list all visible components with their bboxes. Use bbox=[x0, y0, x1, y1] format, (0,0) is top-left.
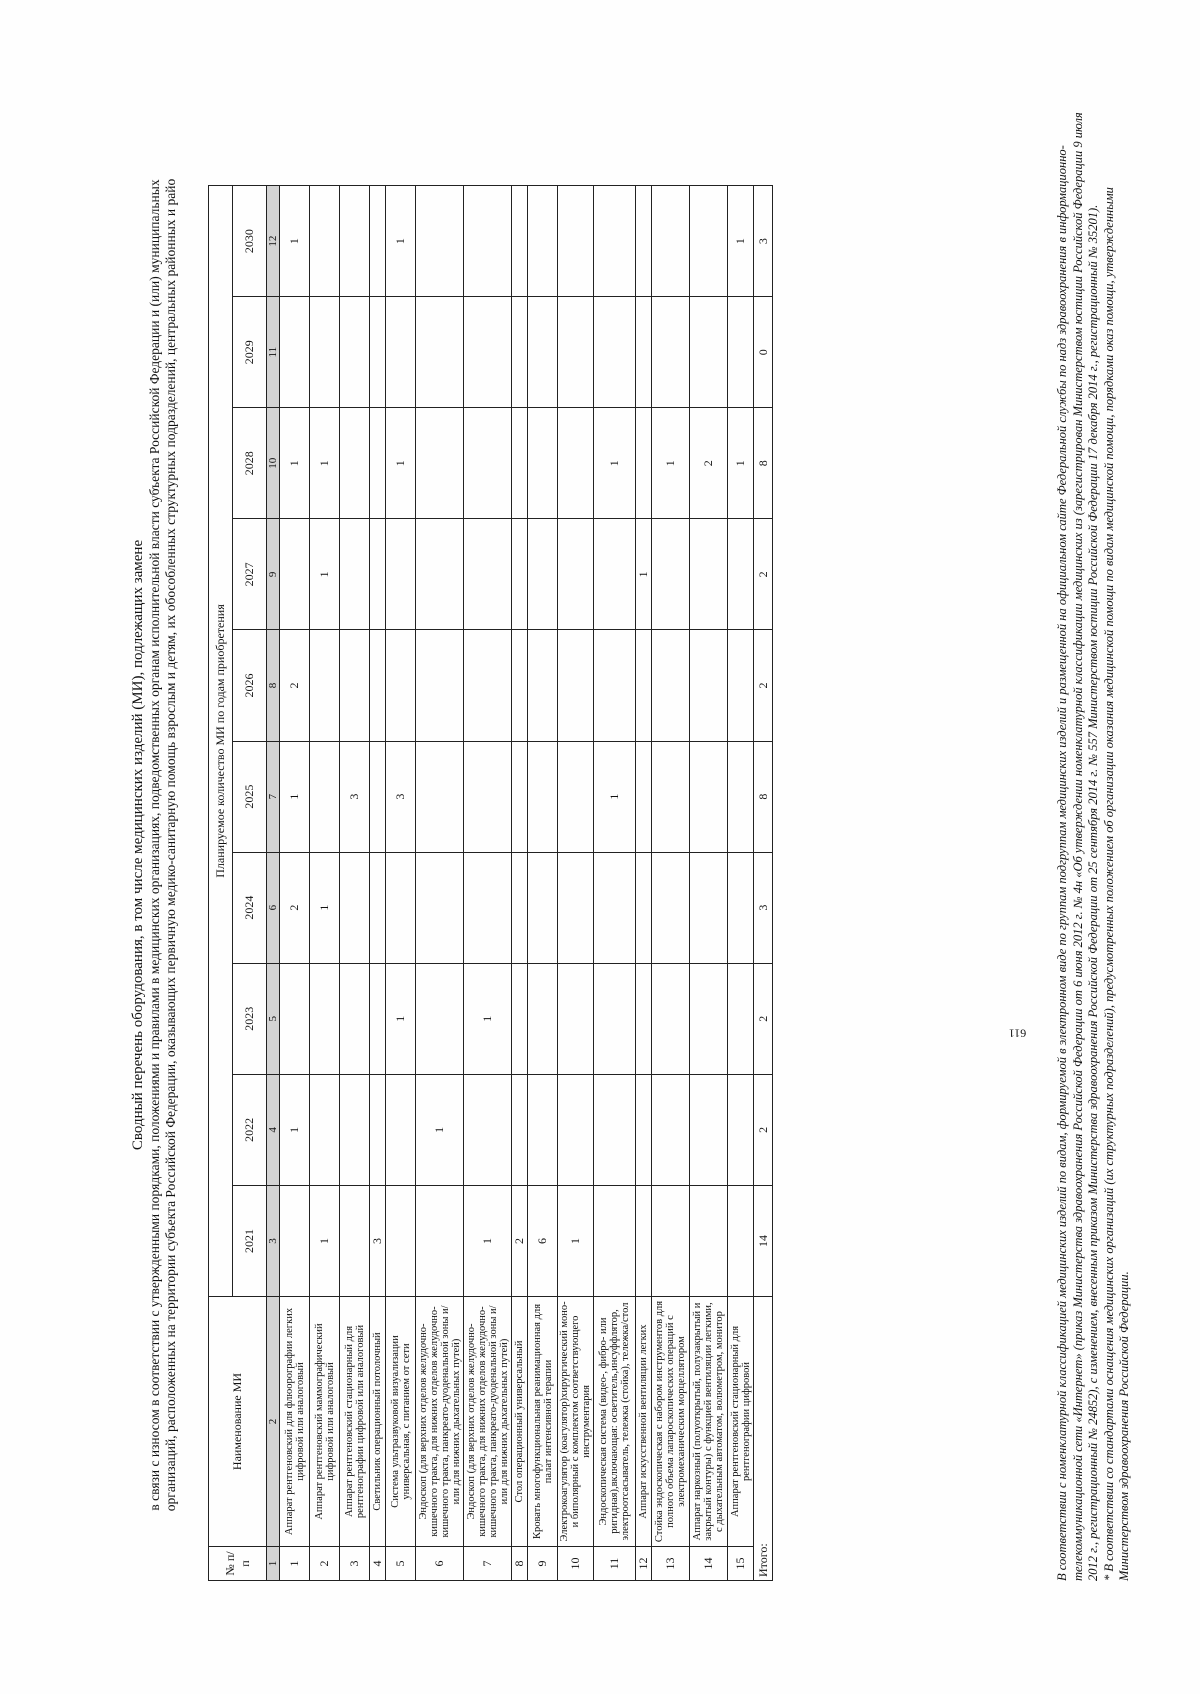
row-quantity-cell bbox=[652, 852, 690, 963]
header-item-name: Наименование МИ bbox=[209, 1297, 267, 1547]
row-quantity-cell bbox=[652, 1074, 690, 1185]
table-row bbox=[416, 186, 464, 1581]
row-quantity-cell bbox=[528, 297, 558, 408]
row-quantity-cell bbox=[416, 1185, 464, 1296]
row-quantity-cell bbox=[558, 408, 594, 519]
header-number: № п/п bbox=[209, 1547, 267, 1581]
table-row bbox=[340, 186, 370, 1581]
row-quantity-cell bbox=[464, 186, 512, 297]
row-quantity-cell bbox=[280, 1185, 310, 1296]
total-cell: 8 bbox=[754, 741, 773, 852]
table-row bbox=[386, 186, 416, 1581]
row-quantity-cell bbox=[690, 852, 728, 963]
row-quantity-cell bbox=[340, 1074, 370, 1185]
total-cell: 3 bbox=[754, 186, 773, 297]
row-quantity-cell bbox=[280, 297, 310, 408]
row-quantity-cell: 1 bbox=[310, 852, 340, 963]
row-quantity-cell bbox=[416, 519, 464, 630]
row-quantity-cell bbox=[512, 1074, 528, 1185]
row-number: 4 bbox=[370, 1547, 386, 1581]
row-number: 15 bbox=[728, 1547, 754, 1581]
row-quantity-cell: 3 bbox=[340, 741, 370, 852]
total-cell: 3 bbox=[754, 852, 773, 963]
row-quantity-cell bbox=[558, 1074, 594, 1185]
row-number: 5 bbox=[386, 1547, 416, 1581]
total-cell: 2 bbox=[754, 1074, 773, 1185]
row-quantity-cell bbox=[528, 519, 558, 630]
row-quantity-cell: 1 bbox=[558, 1185, 594, 1296]
row-quantity-cell bbox=[464, 741, 512, 852]
row-quantity-cell bbox=[728, 630, 754, 741]
row-item-name: Эндоскоп (для верхних отделов желудочно-кишечного тракта, для нижних отделов желудочно-кишечного тракта, панкреато-дуоденальной зоны и/или для нижних дыхательных путей) bbox=[416, 1297, 464, 1547]
row-quantity-cell bbox=[310, 297, 340, 408]
row-item-name: Стойка эндоскопическая с набором инструментов для полного объема лапароскопических операций с электромеханическим морцеллятором bbox=[652, 1297, 690, 1547]
row-quantity-cell bbox=[594, 519, 636, 630]
row-item-name: Эндоскоп (для верхних отделов желудочно-кишечного тракта, для нижних отделов желудочно-кишечного тракта, панкреато-дуоденальной зоны и/или для нижних дыхательных путей) bbox=[464, 1297, 512, 1547]
row-quantity-cell bbox=[340, 1185, 370, 1296]
column-index-cell: 2 bbox=[267, 1297, 280, 1547]
row-quantity-cell bbox=[512, 630, 528, 741]
row-quantity-cell bbox=[558, 519, 594, 630]
equipment-table bbox=[208, 185, 773, 1581]
row-quantity-cell bbox=[512, 741, 528, 852]
header-year: 2026 bbox=[233, 630, 267, 741]
row-quantity-cell bbox=[280, 963, 310, 1074]
row-quantity-cell bbox=[558, 963, 594, 1074]
header-planned-quantity: Планируемое количество МИ по годам приобретения bbox=[209, 186, 233, 1297]
row-quantity-cell: 2 bbox=[690, 408, 728, 519]
header-year: 2028 bbox=[233, 408, 267, 519]
row-quantity-cell bbox=[528, 852, 558, 963]
row-quantity-cell bbox=[340, 297, 370, 408]
row-quantity-cell bbox=[340, 408, 370, 519]
table-row bbox=[728, 186, 754, 1581]
table-row bbox=[464, 186, 512, 1581]
row-quantity-cell: 2 bbox=[512, 1185, 528, 1296]
row-quantity-cell bbox=[528, 630, 558, 741]
rotated-document-page bbox=[130, 85, 1190, 1605]
row-quantity-cell bbox=[636, 186, 652, 297]
total-cell: 2 bbox=[754, 963, 773, 1074]
column-index-cell: 12 bbox=[267, 186, 280, 297]
page-number: 611 bbox=[1008, 1026, 1027, 1041]
row-quantity-cell bbox=[416, 186, 464, 297]
row-quantity-cell: 1 bbox=[652, 408, 690, 519]
total-label: Итого: bbox=[754, 1297, 773, 1581]
row-quantity-cell bbox=[594, 630, 636, 741]
row-quantity-cell bbox=[512, 186, 528, 297]
total-row bbox=[754, 186, 773, 1581]
table-row bbox=[528, 186, 558, 1581]
row-quantity-cell bbox=[652, 186, 690, 297]
row-quantity-cell bbox=[464, 852, 512, 963]
row-quantity-cell bbox=[558, 630, 594, 741]
row-quantity-cell bbox=[528, 963, 558, 1074]
row-quantity-cell bbox=[652, 297, 690, 408]
row-quantity-cell bbox=[690, 519, 728, 630]
column-index-cell: 11 bbox=[267, 297, 280, 408]
row-quantity-cell bbox=[558, 186, 594, 297]
row-quantity-cell: 1 bbox=[280, 1074, 310, 1185]
row-item-name: Электрокоагулятор (коагулятор)хирургический моно- и биполярный с комплектом соответствующего инструментария bbox=[558, 1297, 594, 1547]
row-quantity-cell bbox=[416, 297, 464, 408]
row-number: 7 bbox=[464, 1547, 512, 1581]
row-quantity-cell bbox=[386, 1074, 416, 1185]
footnote-classification: В соответствии с номенклатурной классификацией медицинских изделий по видам, формируемой в электронном виде по группам подгруппам медицинских изделий и размещенной на официальном сайте Федеральной службы по надз здравоохранения в информационно-телекоммуникационной сети «Интернет» (приказ Министерства здравоохранения Российской Федерации от 6 июня 2012 г. № 4н «Об утверждении номенклатурной классификации медицинских из (зарегистрирован Министерством юстиции Российской Федерации 9 июля 2012 г., регистрационный № 24852), с изменением, внесенным приказом Министерства здравоохранения Российской Федерации от 25 сентября 2014 г. № 557 Министерством юстиции Российской Федерации 17 декабря 2014 г., регистрационный № 35201). bbox=[1055, 112, 1100, 1581]
row-quantity-cell bbox=[464, 630, 512, 741]
row-quantity-cell bbox=[594, 963, 636, 1074]
row-number: 12 bbox=[636, 1547, 652, 1581]
table-row bbox=[652, 186, 690, 1581]
row-number: 13 bbox=[652, 1547, 690, 1581]
row-number: 10 bbox=[558, 1547, 594, 1581]
row-item-name: Аппарат рентгеновский маммографический цифровой или аналоговый bbox=[310, 1297, 340, 1547]
row-quantity-cell bbox=[558, 297, 594, 408]
row-quantity-cell bbox=[416, 852, 464, 963]
header-year: 2021 bbox=[233, 1185, 267, 1296]
row-quantity-cell bbox=[370, 186, 386, 297]
table-row bbox=[636, 186, 652, 1581]
row-quantity-cell bbox=[652, 519, 690, 630]
row-quantity-cell bbox=[728, 741, 754, 852]
row-quantity-cell bbox=[340, 630, 370, 741]
table-row bbox=[370, 186, 386, 1581]
column-index-cell: 8 bbox=[267, 630, 280, 741]
row-quantity-cell bbox=[340, 963, 370, 1074]
row-number: 1 bbox=[280, 1547, 310, 1581]
row-quantity-cell bbox=[636, 741, 652, 852]
row-quantity-cell bbox=[512, 408, 528, 519]
row-quantity-cell bbox=[652, 741, 690, 852]
row-quantity-cell bbox=[310, 1074, 340, 1185]
row-quantity-cell: 1 bbox=[594, 408, 636, 519]
row-item-name: Эндоскопическая система (видео-, фибро- или ригидная),включающая: осветитель,инсуффлятор, электроотсасыватель, тележка (стойка), тележка/стол bbox=[594, 1297, 636, 1547]
header-year: 2025 bbox=[233, 741, 267, 852]
header-year: 2024 bbox=[233, 852, 267, 963]
row-quantity-cell bbox=[636, 1185, 652, 1296]
row-quantity-cell bbox=[464, 1074, 512, 1185]
row-quantity-cell bbox=[636, 1074, 652, 1185]
row-quantity-cell bbox=[690, 1074, 728, 1185]
header-year: 2022 bbox=[233, 1074, 267, 1185]
row-quantity-cell bbox=[690, 297, 728, 408]
document-subtitle-line-1: в связи с износом в соответствии с утвержденными порядками, положениями и правилами в медицинских организациях, подведомственных органам исполнительной власти субъекта Российской Федерации и (или) муниципальных bbox=[147, 179, 162, 1511]
row-quantity-cell bbox=[690, 963, 728, 1074]
row-quantity-cell bbox=[728, 1185, 754, 1296]
header-year: 2027 bbox=[233, 519, 267, 630]
row-quantity-cell bbox=[416, 741, 464, 852]
row-quantity-cell: 1 bbox=[464, 1185, 512, 1296]
row-quantity-cell bbox=[370, 963, 386, 1074]
column-index-cell: 6 bbox=[267, 852, 280, 963]
row-quantity-cell bbox=[690, 630, 728, 741]
row-quantity-cell bbox=[386, 1185, 416, 1296]
row-quantity-cell bbox=[310, 741, 340, 852]
row-quantity-cell bbox=[594, 297, 636, 408]
row-quantity-cell bbox=[370, 741, 386, 852]
row-quantity-cell bbox=[370, 852, 386, 963]
row-quantity-cell: 1 bbox=[386, 186, 416, 297]
row-item-name: Аппарат рентгеновский для флюорографии легких цифровой или аналоговый bbox=[280, 1297, 310, 1547]
row-quantity-cell bbox=[594, 1185, 636, 1296]
row-quantity-cell bbox=[310, 630, 340, 741]
row-quantity-cell bbox=[652, 630, 690, 741]
row-quantity-cell: 2 bbox=[280, 852, 310, 963]
row-quantity-cell bbox=[528, 1074, 558, 1185]
row-quantity-cell bbox=[728, 297, 754, 408]
row-quantity-cell: 3 bbox=[386, 741, 416, 852]
row-quantity-cell bbox=[386, 519, 416, 630]
row-quantity-cell bbox=[690, 741, 728, 852]
document-header bbox=[130, 85, 179, 1605]
row-quantity-cell bbox=[340, 519, 370, 630]
row-quantity-cell bbox=[370, 297, 386, 408]
row-quantity-cell bbox=[310, 186, 340, 297]
row-quantity-cell bbox=[636, 963, 652, 1074]
row-quantity-cell: 1 bbox=[386, 408, 416, 519]
row-quantity-cell bbox=[728, 519, 754, 630]
row-quantity-cell bbox=[340, 852, 370, 963]
row-number: 2 bbox=[310, 1547, 340, 1581]
row-quantity-cell bbox=[636, 408, 652, 519]
row-quantity-cell bbox=[416, 963, 464, 1074]
row-quantity-cell bbox=[512, 297, 528, 408]
row-quantity-cell bbox=[386, 297, 416, 408]
row-quantity-cell: 1 bbox=[310, 408, 340, 519]
column-index-cell: 5 bbox=[267, 963, 280, 1074]
row-quantity-cell bbox=[636, 852, 652, 963]
row-quantity-cell bbox=[528, 741, 558, 852]
row-quantity-cell: 6 bbox=[528, 1185, 558, 1296]
column-index-cell: 7 bbox=[267, 741, 280, 852]
total-cell: 2 bbox=[754, 630, 773, 741]
row-quantity-cell: 1 bbox=[280, 741, 310, 852]
row-quantity-cell bbox=[386, 852, 416, 963]
row-quantity-cell: 1 bbox=[386, 963, 416, 1074]
row-quantity-cell: 1 bbox=[464, 963, 512, 1074]
row-quantity-cell bbox=[340, 186, 370, 297]
column-index-cell: 3 bbox=[267, 1185, 280, 1296]
row-quantity-cell: 3 bbox=[370, 1185, 386, 1296]
row-item-name: Светильник операционный потолочный bbox=[370, 1297, 386, 1547]
table-row bbox=[594, 186, 636, 1581]
row-quantity-cell bbox=[528, 186, 558, 297]
row-item-name: Аппарат рентгеновский стационарный для рентгенографии цифровой bbox=[728, 1297, 754, 1547]
row-quantity-cell: 1 bbox=[280, 186, 310, 297]
row-quantity-cell bbox=[370, 1074, 386, 1185]
table-row bbox=[690, 186, 728, 1581]
row-item-name: Аппарат искусственной вентиляции легких bbox=[636, 1297, 652, 1547]
footnotes bbox=[1055, 101, 1133, 1581]
row-quantity-cell: 2 bbox=[280, 630, 310, 741]
table-row bbox=[512, 186, 528, 1581]
row-item-name: Стол операционный универсальный bbox=[512, 1297, 528, 1547]
row-quantity-cell bbox=[464, 297, 512, 408]
row-quantity-cell bbox=[416, 630, 464, 741]
row-quantity-cell: 1 bbox=[728, 186, 754, 297]
document-title: Сводный перечень оборудования, в том числе медицинских изделий (МИ), подлежащих замене bbox=[130, 539, 146, 1151]
row-quantity-cell bbox=[636, 297, 652, 408]
row-quantity-cell bbox=[280, 519, 310, 630]
row-quantity-cell bbox=[512, 519, 528, 630]
row-quantity-cell bbox=[558, 852, 594, 963]
row-quantity-cell bbox=[310, 963, 340, 1074]
row-quantity-cell: 1 bbox=[310, 1185, 340, 1296]
total-cell: 0 bbox=[754, 297, 773, 408]
header-year: 2030 bbox=[233, 186, 267, 297]
row-quantity-cell bbox=[528, 408, 558, 519]
row-item-name: Кровать многофункциональная реанимационная для палат интенсивной терапии bbox=[528, 1297, 558, 1547]
row-number: 11 bbox=[594, 1547, 636, 1581]
total-cell: 8 bbox=[754, 408, 773, 519]
column-index-cell: 1 bbox=[267, 1547, 280, 1581]
row-quantity-cell bbox=[690, 1185, 728, 1296]
row-quantity-cell bbox=[370, 408, 386, 519]
row-quantity-cell bbox=[464, 519, 512, 630]
row-quantity-cell bbox=[416, 408, 464, 519]
row-number: 3 bbox=[340, 1547, 370, 1581]
row-quantity-cell: 1 bbox=[728, 408, 754, 519]
document-subtitle-line-2: организаций, расположенных на территории субъекта Российской Федерации, оказывающих первичную медико-санитарную помощь взрослым и детям, их обособленных структурных подразделений, центральных районных и райо bbox=[163, 178, 178, 1512]
row-item-name: Аппарат рентгеновский стационарный для рентгенографии цифровой или аналоговый bbox=[340, 1297, 370, 1547]
table-row bbox=[558, 186, 594, 1581]
row-quantity-cell bbox=[690, 186, 728, 297]
row-quantity-cell bbox=[728, 852, 754, 963]
row-quantity-cell bbox=[558, 741, 594, 852]
footnote-standards: * В соответствии со стандартами оснащения медицинских организаций (их структурных подразделений), предусмотренных положением об организации оказания медицинской помощи по видам медицинской помощи, порядками оказ помощи, утвержденными Министерством здравоохранения Российской Федерации. bbox=[1101, 187, 1131, 1581]
total-cell: 14 bbox=[754, 1185, 773, 1296]
row-number: 9 bbox=[528, 1547, 558, 1581]
row-quantity-cell bbox=[512, 852, 528, 963]
row-quantity-cell bbox=[652, 963, 690, 1074]
row-quantity-cell bbox=[464, 408, 512, 519]
row-quantity-cell bbox=[386, 630, 416, 741]
column-index-cell: 10 bbox=[267, 408, 280, 519]
row-quantity-cell bbox=[594, 186, 636, 297]
row-quantity-cell bbox=[728, 1074, 754, 1185]
row-quantity-cell bbox=[652, 1185, 690, 1296]
row-quantity-cell: 1 bbox=[280, 408, 310, 519]
header-year: 2029 bbox=[233, 297, 267, 408]
row-quantity-cell: 1 bbox=[310, 519, 340, 630]
row-quantity-cell bbox=[728, 963, 754, 1074]
column-index-cell: 4 bbox=[267, 1074, 280, 1185]
table-row bbox=[280, 186, 310, 1581]
column-index-cell: 9 bbox=[267, 519, 280, 630]
row-number: 14 bbox=[690, 1547, 728, 1581]
row-quantity-cell: 1 bbox=[636, 519, 652, 630]
row-quantity-cell: 1 bbox=[594, 741, 636, 852]
row-quantity-cell bbox=[512, 963, 528, 1074]
row-quantity-cell bbox=[636, 630, 652, 741]
row-quantity-cell bbox=[594, 852, 636, 963]
row-item-name: Система ультразвуковой визуализации универсальная, с питанием от сети bbox=[386, 1297, 416, 1547]
row-quantity-cell bbox=[594, 1074, 636, 1185]
row-quantity-cell bbox=[370, 519, 386, 630]
row-number: 8 bbox=[512, 1547, 528, 1581]
row-number: 6 bbox=[416, 1547, 464, 1581]
table-row bbox=[310, 186, 340, 1581]
total-cell: 2 bbox=[754, 519, 773, 630]
row-quantity-cell bbox=[370, 630, 386, 741]
row-quantity-cell: 1 bbox=[416, 1074, 464, 1185]
header-year: 2023 bbox=[233, 963, 267, 1074]
row-item-name: Аппарат наркозный (полуоткрытый, полузакрытый и закрытый контуры) с функцией вентиляции легкими, с дыхательным автоматом, волюметром, монитор bbox=[690, 1297, 728, 1547]
